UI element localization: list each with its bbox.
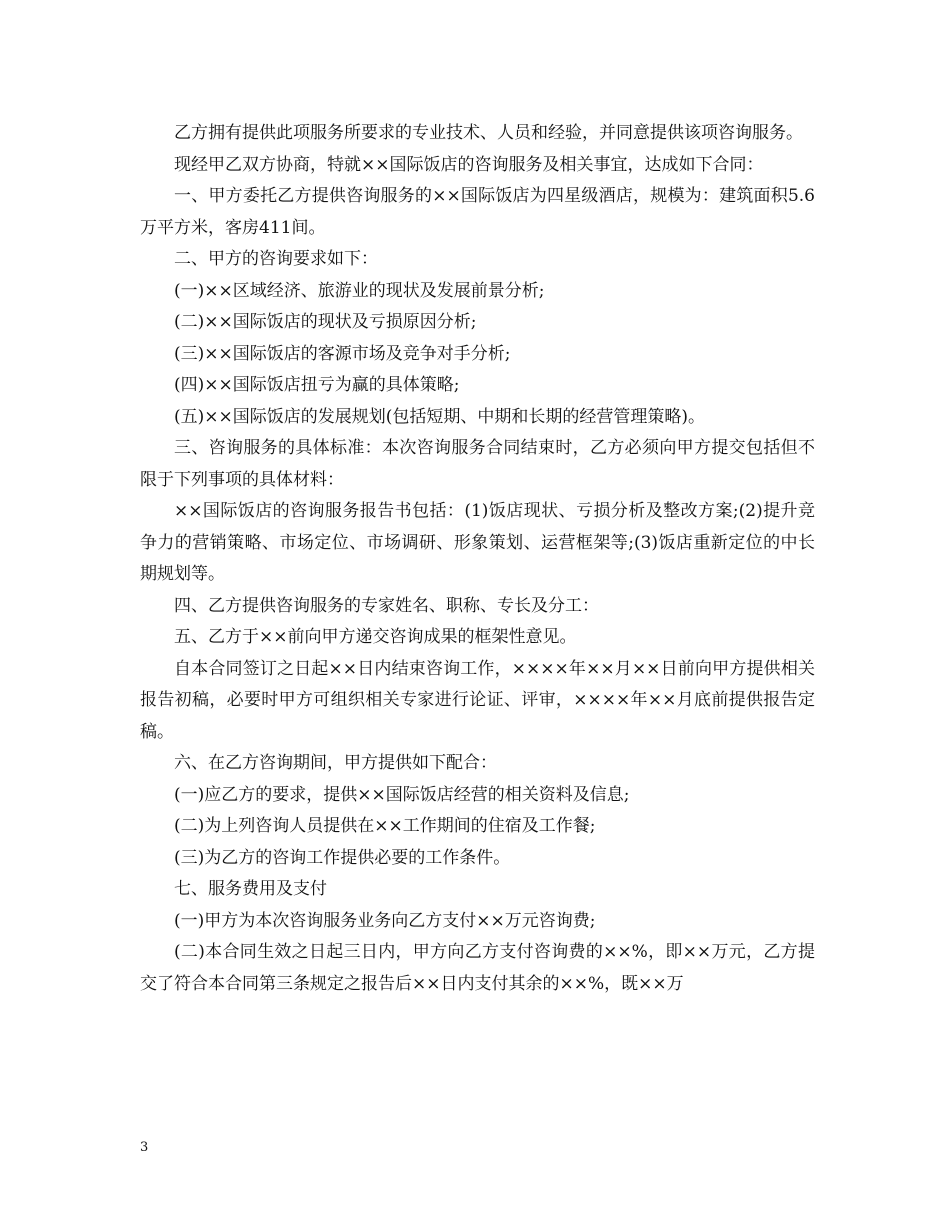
- paragraph: 五、乙方于××前向甲方递交咨询成果的框架性意见。: [174, 627, 577, 647]
- paragraph: 三、咨询服务的具体标准：本次咨询服务合同结束时，乙方必须向甲方提交包括但不限于下列事项的具体材料：: [140, 438, 815, 490]
- paragraph: (三)××国际饭店的客源市场及竞争对手分析;: [174, 343, 511, 364]
- paragraph: (一)甲方为本次咨询服务业务向乙方支付××万元咨询费;: [174, 910, 596, 931]
- page-number: 3: [140, 1140, 149, 1155]
- paragraph: (四)××国际饭店扭亏为赢的具体策略;: [174, 375, 460, 395]
- paragraph: 一、甲方委托乙方提供咨询服务的××国际饭店为四星级酒店，规模为：建筑面积5.6万平方米，客房411间。: [140, 186, 815, 238]
- paragraph: 二、甲方的咨询要求如下：: [174, 249, 378, 269]
- paragraph: 六、在乙方咨询期间，甲方提供如下配合：: [174, 753, 497, 773]
- paragraph: (三)为乙方的咨询工作提供必要的工作条件。: [174, 847, 511, 868]
- paragraph: ××国际饭店的咨询服务报告书包括：(1)饭店现状、亏损分析及整改方案;(2)提升竞争力的营销策略、市场定位、市场调研、形象策划、运营框架等;(3)饭店重新定位的中长期规划等。: [140, 501, 815, 584]
- paragraph: 四、乙方提供咨询服务的专家姓名、职称、专长及分工：: [174, 595, 599, 616]
- paragraph: 七、服务费用及支付: [174, 879, 327, 899]
- paragraph: 自本合同签订之日起××日内结束咨询工作，××××年××月××日前向甲方提供相关报告初稿，必要时甲方可组织相关专家进行论证、评审，××××年××月底前提供报告定稿。: [140, 658, 815, 742]
- document-body: [140, 118, 815, 1000]
- paragraph: 乙方拥有提供此项服务所要求的专业技术、人员和经验，并同意提供该项咨询服务。: [174, 123, 803, 143]
- paragraph: (二)本合同生效之日起三日内，甲方向乙方支付咨询费的××%，即××万元，乙方提交了符合本合同第三条规定之报告后××日内支付其余的××%，既××万: [140, 942, 815, 994]
- paragraph: (五)××国际饭店的发展规划(包括短期、中期和长期的经营管理策略)。: [174, 406, 706, 427]
- paragraph: (二)××国际饭店的现状及亏损原因分析;: [174, 312, 477, 332]
- paragraph: 现经甲乙双方协商，特就××国际饭店的咨询服务及相关事宜，达成如下合同：: [174, 154, 764, 175]
- paragraph: (一)××区域经济、旅游业的现状及发展前景分析;: [174, 280, 545, 301]
- paragraph: (二)为上列咨询人员提供在××工作期间的住宿及工作餐;: [174, 816, 596, 836]
- paragraph: (一)应乙方的要求，提供××国际饭店经营的相关资料及信息;: [174, 784, 630, 805]
